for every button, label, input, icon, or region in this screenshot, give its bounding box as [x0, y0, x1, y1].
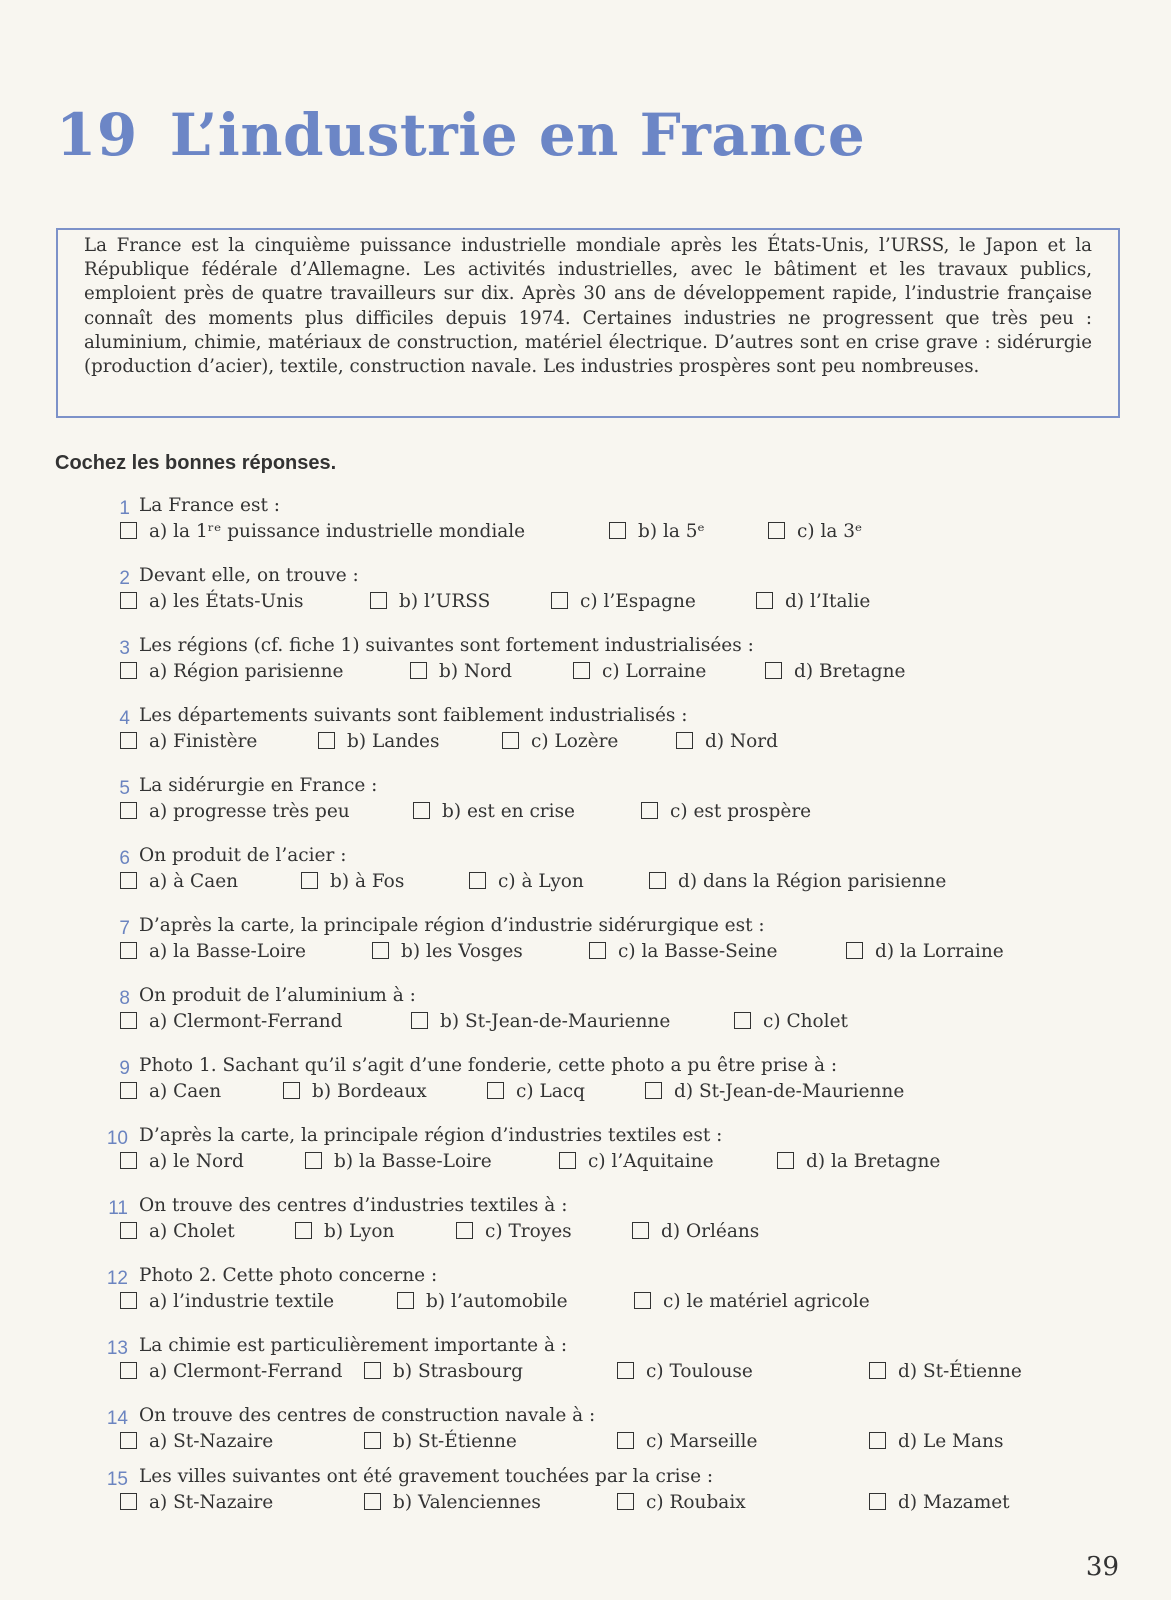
option-label: a) la 1ʳᵉ puissance industrielle mondiale [149, 521, 526, 542]
checkbox[interactable] [617, 1432, 634, 1449]
question-text: Photo 1. Sachant qu’il s’agit d’une fonderie, cette photo a pu être prise à : [139, 1055, 838, 1076]
page-number: 39 [1085, 1552, 1119, 1582]
checkbox[interactable] [120, 1012, 137, 1029]
question-number: 8 [119, 988, 130, 1009]
question-text: La chimie est particulièrement importante à : [139, 1335, 568, 1356]
option-label: d) Mazamet [898, 1492, 1010, 1513]
question [0, 1196, 1171, 1246]
checkbox[interactable] [617, 1362, 634, 1379]
question-number: 1 [119, 498, 130, 519]
question-number: 7 [119, 918, 130, 939]
option-label: b) St-Étienne [393, 1431, 517, 1452]
question-number: 14 [106, 1408, 128, 1429]
checkbox[interactable] [410, 662, 427, 679]
checkbox[interactable] [370, 592, 387, 609]
checkbox[interactable] [120, 1493, 137, 1510]
option-label: c) Cholet [763, 1011, 848, 1032]
option-label: a) progresse très peu [149, 801, 350, 822]
question-text: La France est : [139, 495, 280, 516]
question-number: 9 [119, 1058, 130, 1079]
option-label: d) Nord [705, 731, 778, 752]
checkbox[interactable] [589, 942, 606, 959]
option-label: a) St-Nazaire [149, 1492, 274, 1513]
checkbox[interactable] [617, 1493, 634, 1510]
option-label: b) St-Jean-de-Maurienne [440, 1011, 671, 1032]
checkbox[interactable] [120, 522, 137, 539]
option-label: d) la Bretagne [806, 1151, 941, 1172]
question-number: 13 [106, 1338, 128, 1359]
option-label: d) St-Jean-de-Maurienne [674, 1081, 905, 1102]
question [0, 636, 1171, 686]
option-label: c) la Basse-Seine [618, 941, 778, 962]
option-label: c) est prospère [670, 801, 812, 822]
checkbox[interactable] [364, 1362, 381, 1379]
checkbox[interactable] [364, 1493, 381, 1510]
option-label: c) Marseille [646, 1431, 758, 1452]
checkbox[interactable] [301, 872, 318, 889]
checkbox[interactable] [487, 1082, 504, 1099]
option-label: c) la 3ᵉ [797, 521, 863, 542]
question [0, 986, 1171, 1036]
option-label: c) Roubaix [646, 1492, 746, 1513]
option-label: c) Toulouse [646, 1361, 753, 1382]
option-label: c) Lozère [531, 731, 619, 752]
checkbox[interactable] [120, 942, 137, 959]
checkbox[interactable] [846, 942, 863, 959]
option-label: c) l’Aquitaine [588, 1151, 714, 1172]
option-label: a) Clermont-Ferrand [149, 1011, 343, 1032]
question-text: D’après la carte, la principale région d’industries textiles est : [139, 1125, 723, 1146]
question-number: 10 [106, 1128, 128, 1149]
instruction: Cochez les bonnes réponses. [55, 452, 337, 474]
question-text: Les villes suivantes ont été gravement touchées par la crise : [139, 1466, 714, 1487]
checkbox[interactable] [413, 802, 430, 819]
question [0, 1406, 1171, 1456]
option-label: d) Bretagne [794, 661, 906, 682]
checkbox[interactable] [634, 1292, 651, 1309]
checkbox[interactable] [649, 872, 666, 889]
option-label: a) les États-Unis [149, 591, 304, 612]
question-text: On produit de l’acier : [139, 845, 347, 866]
checkbox[interactable] [397, 1292, 414, 1309]
checkbox[interactable] [756, 592, 773, 609]
question [0, 706, 1171, 756]
question-text: Devant elle, on trouve : [139, 565, 359, 586]
question-text: On trouve des centres de construction navale à : [139, 1405, 596, 1426]
question [0, 1467, 1171, 1517]
checkbox[interactable] [765, 662, 782, 679]
checkbox[interactable] [734, 1012, 751, 1029]
option-label: a) le Nord [149, 1151, 244, 1172]
checkbox[interactable] [502, 732, 519, 749]
checkbox[interactable] [609, 522, 626, 539]
checkbox[interactable] [318, 732, 335, 749]
question-text: D’après la carte, la principale région d’industrie sidérurgique est : [139, 915, 765, 936]
checkbox[interactable] [573, 662, 590, 679]
checkbox[interactable] [120, 872, 137, 889]
option-label: a) St-Nazaire [149, 1431, 274, 1452]
option-label: a) Clermont-Ferrand [149, 1361, 343, 1382]
option-label: c) Lacq [516, 1081, 585, 1102]
checkbox[interactable] [641, 802, 658, 819]
chapter-title: L’industrie en France [169, 101, 866, 169]
checkbox[interactable] [559, 1152, 576, 1169]
option-label: d) Orléans [661, 1221, 760, 1242]
question-number: 5 [119, 778, 130, 799]
option-label: a) la Basse-Loire [149, 941, 306, 962]
question-number: 6 [119, 848, 130, 869]
option-label: b) Nord [439, 661, 512, 682]
question-text: Les départements suivants sont faiblement industrialisés : [139, 705, 688, 726]
question-text: On trouve des centres d’industries textiles à : [139, 1195, 568, 1216]
option-label: b) Lyon [324, 1221, 395, 1242]
checkbox[interactable] [364, 1432, 381, 1449]
question [0, 776, 1171, 826]
checkbox[interactable] [469, 872, 486, 889]
option-label: d) St-Étienne [898, 1361, 1022, 1382]
option-label: b) l’automobile [426, 1291, 568, 1312]
option-label: b) Landes [347, 731, 440, 752]
checkbox[interactable] [869, 1432, 886, 1449]
option-label: a) l’industrie textile [149, 1291, 335, 1312]
checkbox[interactable] [869, 1493, 886, 1510]
option-label: d) dans la Région parisienne [678, 871, 947, 892]
option-label: d) Le Mans [898, 1431, 1004, 1452]
question [0, 916, 1171, 966]
option-label: a) Finistère [149, 731, 258, 752]
question-number: 3 [119, 638, 130, 659]
option-label: b) la Basse-Loire [334, 1151, 492, 1172]
checkbox[interactable] [676, 732, 693, 749]
option-label: b) l’URSS [399, 591, 491, 612]
checkbox[interactable] [645, 1082, 662, 1099]
checkbox[interactable] [120, 1362, 137, 1379]
checkbox[interactable] [305, 1152, 322, 1169]
checkbox[interactable] [456, 1222, 473, 1239]
question [0, 1336, 1171, 1386]
question-text: Photo 2. Cette photo concerne : [139, 1265, 438, 1286]
chapter-number: 19 [56, 101, 138, 169]
question-number: 11 [108, 1198, 128, 1219]
question-number: 12 [106, 1268, 128, 1289]
checkbox[interactable] [120, 1292, 137, 1309]
question [0, 1056, 1171, 1106]
option-label: b) Valenciennes [393, 1492, 541, 1513]
checkbox[interactable] [632, 1222, 649, 1239]
checkbox[interactable] [869, 1362, 886, 1379]
checkbox[interactable] [777, 1152, 794, 1169]
option-label: c) à Lyon [498, 871, 584, 892]
checkbox[interactable] [551, 592, 568, 609]
option-label: a) Cholet [149, 1221, 235, 1242]
checkbox[interactable] [411, 1012, 428, 1029]
option-label: c) Troyes [485, 1221, 572, 1242]
checkbox[interactable] [120, 1432, 137, 1449]
checkbox[interactable] [120, 802, 137, 819]
question [0, 1126, 1171, 1176]
option-label: c) l’Espagne [580, 591, 696, 612]
option-label: a) à Caen [149, 871, 239, 892]
option-label: a) Caen [149, 1081, 222, 1102]
option-label: b) est en crise [442, 801, 576, 822]
question [0, 846, 1171, 896]
question [0, 1266, 1171, 1316]
question [0, 566, 1171, 616]
page-title [56, 98, 865, 172]
question-text: La sidérurgie en France : [139, 775, 378, 796]
option-label: a) Région parisienne [149, 661, 344, 682]
checkbox[interactable] [768, 522, 785, 539]
option-label: c) le matériel agricole [663, 1291, 870, 1312]
checkbox[interactable] [120, 1152, 137, 1169]
option-label: b) Bordeaux [312, 1081, 427, 1102]
option-label: b) Strasbourg [393, 1361, 523, 1382]
checkbox[interactable] [120, 1222, 137, 1239]
option-label: b) la 5ᵉ [638, 521, 705, 542]
checkbox[interactable] [295, 1222, 312, 1239]
option-label: b) les Vosges [401, 941, 523, 962]
option-label: d) la Lorraine [875, 941, 1004, 962]
checkbox[interactable] [120, 732, 137, 749]
checkbox[interactable] [120, 1082, 137, 1099]
checkbox[interactable] [372, 942, 389, 959]
question-number: 4 [119, 708, 130, 729]
question-text: On produit de l’aluminium à : [139, 985, 416, 1006]
checkbox[interactable] [120, 662, 137, 679]
checkbox[interactable] [283, 1082, 300, 1099]
option-label: b) à Fos [330, 871, 405, 892]
question-text: Les régions (cf. fiche 1) suivantes sont fortement industrialisées : [139, 635, 754, 656]
option-label: c) Lorraine [602, 661, 707, 682]
question-number: 2 [119, 568, 130, 589]
checkbox[interactable] [120, 592, 137, 609]
question [0, 496, 1171, 546]
option-label: d) l’Italie [785, 591, 871, 612]
intro-box: La France est la cinquième puissance industrielle mondiale après les États-Unis, l’URSS, le Japon et la République fédérale d’Allemagne. Les activités industrielles, avec le bâtiment et les travaux publics, emploient près de quatre travailleurs sur dix. Après 30 ans de développement rapide, l’industrie française connaît des moments plus difficiles depuis 1974. Certaines industries ne progressent que très peu : aluminium, chimie, matériaux de construction, matériel électrique. D’autres sont en crise grave : sidérurgie (production d’acier), textile, construction navale. Les industries prospères sont peu nombreuses. [56, 228, 1120, 418]
question-number: 15 [106, 1469, 128, 1490]
